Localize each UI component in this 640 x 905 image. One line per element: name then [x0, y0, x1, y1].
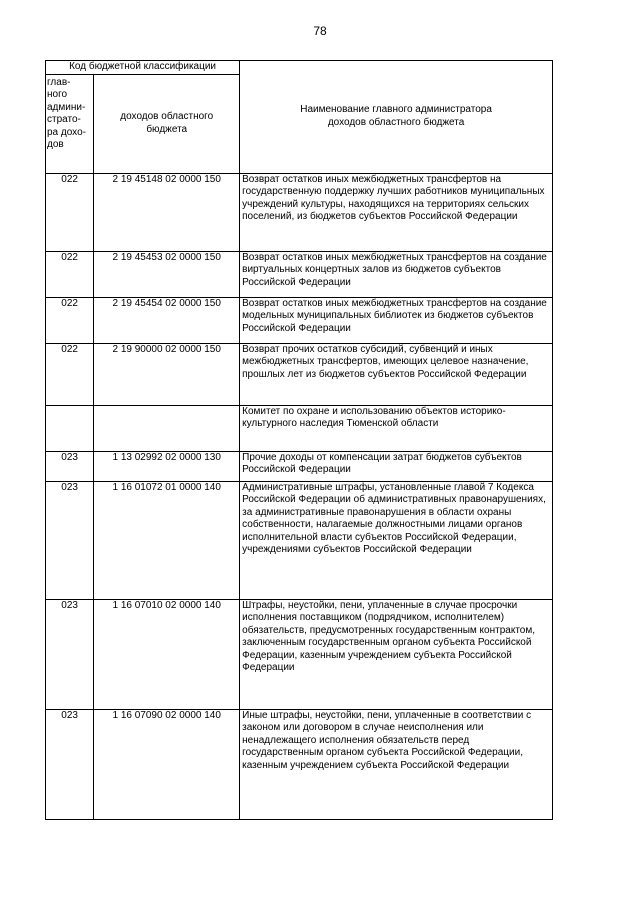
income-code-cell: 1 16 07010 02 0000 140 [94, 599, 240, 709]
admin-name-cell: Административные штрафы, установленные главой 7 Кодекса Российской Федерации об административных правонарушениях, за административные правонарушения в области охраны собственности, налагаемые должностными лицами органов исполнительной власти субъектов Российской Федерации, учреждениями субъектов Российской Федерации [240, 481, 553, 599]
admin-name-cell: Комитет по охране и использованию объектов историко-культурного наследия Тюменской области [240, 405, 553, 451]
header-group-title: Код бюджетной классификации [46, 61, 240, 75]
admin-name-cell: Штрафы, неустойки, пени, уплаченные в случае просрочки исполнения поставщиком (подрядчиком, исполнителем) обязательств, предусмотренных государственным контрактом, заключенным государственным органом субъекта Российской Федерации, казенным учреждением субъекта Российской Федерации [240, 599, 553, 709]
admin-code-cell: 022 [46, 251, 94, 297]
admin-name-cell: Прочие доходы от компенсации затрат бюджетов субъектов Российской Федерации [240, 451, 553, 481]
income-code-cell: 1 16 01072 01 0000 140 [94, 481, 240, 599]
table-row [46, 251, 553, 297]
admin-name-cell: Возврат остатков иных межбюджетных трансфертов на создание модельных муниципальных библиотек из бюджетов субъектов Российской Федерации [240, 297, 553, 343]
income-code-cell: 2 19 45454 02 0000 150 [94, 297, 240, 343]
page-number: 78 [313, 24, 327, 38]
table-header [46, 61, 553, 174]
admin-name-cell: Иные штрафы, неустойки, пени, уплаченные в соответствии с законом или договором в случае неисполнения или ненадлежащего исполнения обязательств перед государственным органом субъекта Российской Федерации, казенным учреждением субъекта Российской Федерации [240, 709, 553, 819]
income-code-cell: 2 19 90000 02 0000 150 [94, 343, 240, 405]
table-row [46, 343, 553, 405]
table-row [46, 405, 553, 451]
admin-name-cell: Возврат остатков иных межбюджетных трансфертов на государственную поддержку лучших работников муниципальных учреждений культуры, находящихся на территориях сельских поселений, из бюджетов субъектов Российской Федерации [240, 173, 553, 251]
table-row [46, 709, 553, 819]
admin-code-cell: 022 [46, 173, 94, 251]
table-row [46, 173, 553, 251]
table-body [46, 173, 553, 819]
table-row [46, 599, 553, 709]
admin-code-cell [46, 405, 94, 451]
header-col-admin: глав- ного админи- страто- ра дохо- дов [46, 74, 94, 173]
table-row [46, 297, 553, 343]
header-col-income: доходов областного бюджета [94, 74, 240, 173]
income-code-cell: 1 13 02992 02 0000 130 [94, 451, 240, 481]
admin-code-cell: 022 [46, 343, 94, 405]
income-code-cell [94, 405, 240, 451]
admin-name-cell: Возврат прочих остатков субсидий, субвенций и иных межбюджетных трансфертов, имеющих целевое назначение, прошлых лет из бюджетов субъектов Российской Федерации [240, 343, 553, 405]
income-code-cell: 2 19 45148 02 0000 150 [94, 173, 240, 251]
admin-name-cell: Возврат остатков иных межбюджетных трансфертов на создание виртуальных концертных залов из бюджетов субъектов Российской Федерации [240, 251, 553, 297]
admin-code-cell: 022 [46, 297, 94, 343]
table-row [46, 451, 553, 481]
income-code-cell: 2 19 45453 02 0000 150 [94, 251, 240, 297]
admin-code-cell: 023 [46, 709, 94, 819]
admin-code-cell: 023 [46, 599, 94, 709]
admin-code-cell: 023 [46, 451, 94, 481]
table-row [46, 481, 553, 599]
header-col-name: Наименование главного администратора доходов областного бюджета [240, 61, 553, 174]
budget-classification-table [45, 60, 553, 820]
admin-code-cell: 023 [46, 481, 94, 599]
income-code-cell: 1 16 07090 02 0000 140 [94, 709, 240, 819]
